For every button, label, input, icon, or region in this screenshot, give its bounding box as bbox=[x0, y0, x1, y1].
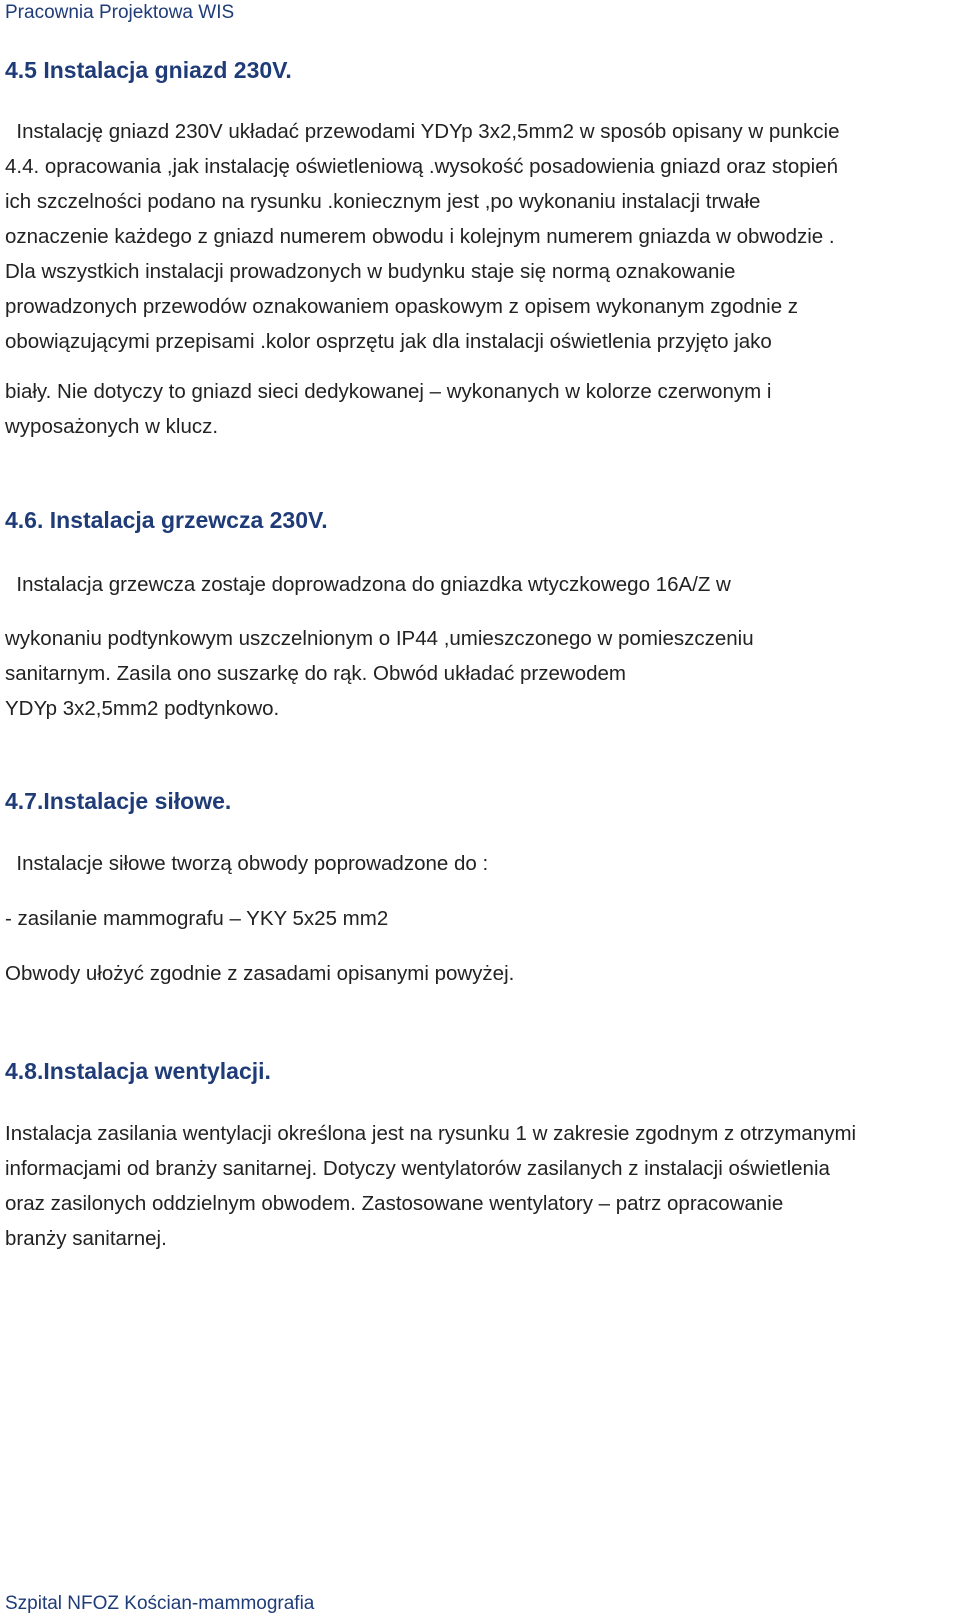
text-line: biały. Nie dotyczy to gniazd sieci dedykowanej – wykonanych w kolorze czerwonym i bbox=[5, 380, 772, 403]
page-header: Pracownia Projektowa WIS bbox=[5, 2, 235, 23]
paragraph-4-8 bbox=[5, 1116, 955, 1256]
heading-4-7: 4.7.Instalacje siłowe. bbox=[5, 788, 232, 814]
text-line: branży sanitarnej. bbox=[5, 1227, 167, 1250]
text-line: Dla wszystkich instalacji prowadzonych w budynku staje się normą oznakowanie bbox=[5, 260, 736, 283]
text-line: Instalację gniazd 230V układać przewodami YDYp 3x2,5mm2 w sposób opisany w punkcie bbox=[5, 120, 840, 143]
text-line: wyposażonych w klucz. bbox=[5, 415, 219, 438]
text-line: obowiązującymi przepisami .kolor osprzętu jak dla instalacji oświetlenia przyjęto jako bbox=[5, 330, 772, 353]
heading-4-5: 4.5 Instalacja gniazd 230V. bbox=[5, 57, 292, 83]
paragraph-4-5-cont bbox=[5, 374, 955, 444]
text-line: wykonaniu podtynkowym uszczelnionym o IP44 ,umieszczonego w pomieszczeniu bbox=[5, 627, 754, 650]
paragraph-4-6-intro: Instalacja grzewcza zostaje doprowadzona do gniazdka wtyczkowego 16A/Z w bbox=[5, 573, 731, 596]
heading-4-8: 4.8.Instalacja wentylacji. bbox=[5, 1058, 271, 1084]
paragraph-4-6 bbox=[5, 621, 955, 726]
paragraph-4-7-note: Obwody ułożyć zgodnie z zasadami opisanymi powyżej. bbox=[5, 962, 515, 985]
text-line: sanitarnym. Zasila ono suszarkę do rąk. Obwód układać przewodem bbox=[5, 662, 626, 685]
text-line: YDYp 3x2,5mm2 podtynkowo. bbox=[5, 697, 280, 720]
text-line: Instalacja zasilania wentylacji określona jest na rysunku 1 w zakresie zgodnym z otrzymanymi bbox=[5, 1122, 857, 1145]
text-line: oznaczenie każdego z gniazd numerem obwodu i kolejnym numerem gniazda w obwodzie . bbox=[5, 225, 835, 248]
paragraph-4-7-intro: Instalacje siłowe tworzą obwody poprowadzone do : bbox=[5, 852, 489, 875]
text-line: 4.4. opracowania ,jak instalację oświetleniową .wysokość posadowienia gniazd oraz stopień bbox=[5, 155, 839, 178]
text-line: prowadzonych przewodów oznakowaniem opaskowym z opisem wykonanym zgodnie z bbox=[5, 295, 799, 318]
heading-4-6: 4.6. Instalacja grzewcza 230V. bbox=[5, 507, 328, 533]
page-footer: Szpital NFOZ Kościan-mammografia bbox=[5, 1593, 315, 1614]
paragraph-4-5 bbox=[5, 114, 955, 359]
text-line: informacjami od branży sanitarnej. Dotyczy wentylatorów zasilanych z instalacji oświetlenia bbox=[5, 1157, 830, 1180]
text-line: ich szczelności podano na rysunku .koniecznym jest ,po wykonaniu instalacji trwałe bbox=[5, 190, 761, 213]
text-line: oraz zasilonych oddzielnym obwodem. Zastosowane wentylatory – patrz opracowanie bbox=[5, 1192, 784, 1215]
list-item: - zasilanie mammografu – YKY 5x25 mm2 bbox=[5, 907, 389, 930]
